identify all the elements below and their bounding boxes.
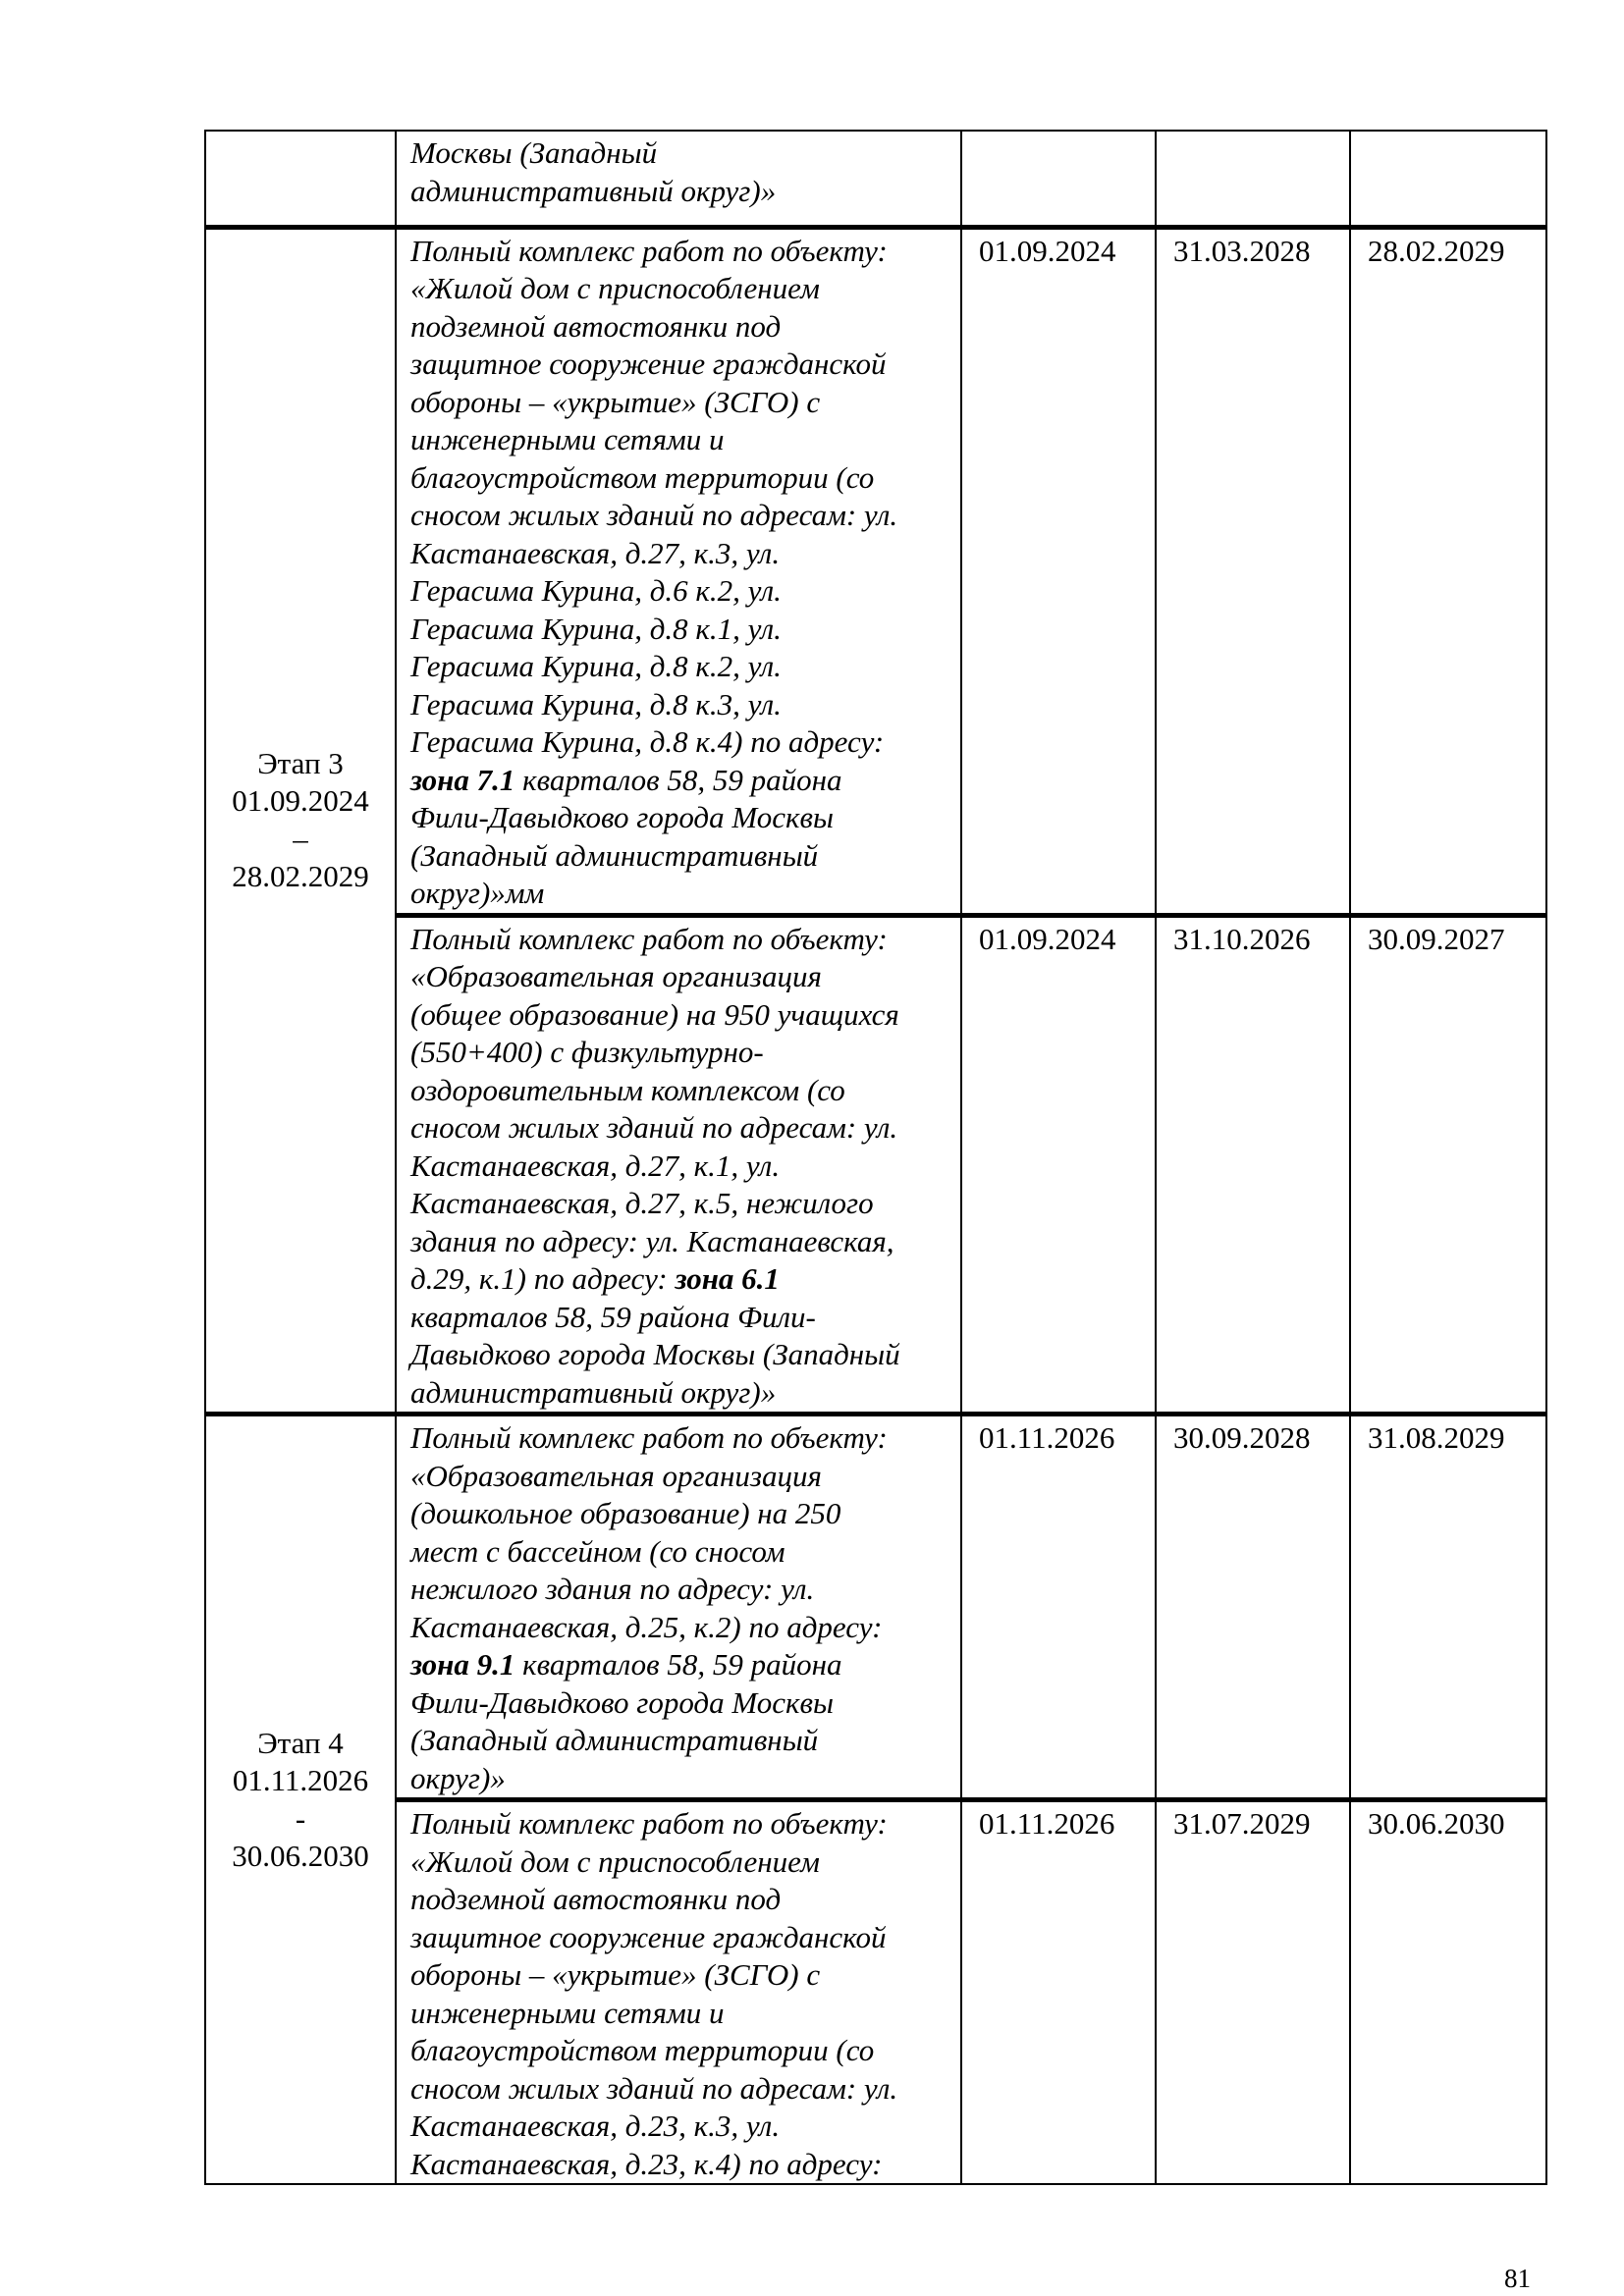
stage-name: Этап 4 [257,1725,344,1760]
table-row [205,227,1546,915]
end-date: 30.09.2028 [1156,1415,1350,1800]
stage-separator: – [293,821,308,856]
end-date [1156,131,1350,227]
stage-cell-empty [205,131,396,227]
start-date: 01.09.2024 [961,227,1156,915]
stage-end: 30.06.2030 [232,1839,369,1873]
table-row [205,1800,1546,2185]
end-date: 31.07.2029 [1156,1800,1350,2185]
finish-date [1350,131,1546,227]
work-description: Полный комплекс работ по объекту: «Жилой дом с приспособлением подземной автостоянки под защитное сооружение гражданской обороны – «укрытие» (ЗСГО) с инженерными сетями и благоустройством территории (со сносом жилых зданий по адресам: ул. Кастанаевская, д.23, к.3, ул. Кастанаевская, д.23, к.4) по адресу: [396,1800,961,2185]
finish-date: 30.09.2027 [1350,915,1546,1415]
stage-end: 28.02.2029 [232,859,369,894]
work-description: Полный комплекс работ по объекту: «Образовательная организация (общее образование) на 950 учащихся (550+400) с физкультурно- оздоровительным комплексом (со сносом жилых зданий по адресам: ул. Кастанаевская, д.27, к.1, ул. Кастанаевская, д.27, к.5, нежилого здания по адресу: ул. Кастанаевская, д.29, к.1) по адресу: зона 6.1 кварталов 58, 59 района Фили- Давыдково города Москвы (Западный административный округ)» [396,915,961,1415]
end-date: 31.03.2028 [1156,227,1350,915]
start-date: 01.09.2024 [961,915,1156,1415]
stage-separator: - [295,1800,306,1836]
zone-label: зона 6.1 [675,1261,780,1296]
finish-date: 31.08.2029 [1350,1415,1546,1800]
schedule-table [204,130,1547,2185]
finish-date: 28.02.2029 [1350,227,1546,915]
stage-start: 01.09.2024 [232,783,369,819]
zone-label: зона 7.1 [410,762,515,797]
stage-cell [205,227,396,1415]
start-date: 01.11.2026 [961,1415,1156,1800]
work-description: Москвы (Западный административный округ)» [396,131,961,227]
table-row [205,915,1546,1415]
start-date: 01.11.2026 [961,1800,1156,2185]
stage-start: 01.11.2026 [232,1763,369,1797]
work-description: Полный комплекс работ по объекту: «Жилой дом с приспособлением подземной автостоянки под защитное сооружение гражданской обороны – «укрытие» (ЗСГО) с инженерными сетями и благоустройством территории (со сносом жилых зданий по адресам: ул. Кастанаевская, д.27, к.3, ул. Герасима Курина, д.6 к.2, ул. Герасима Курина, д.8 к.1, ул. Герасима Курина, д.8 к.2, ул. Герасима Курина, д.8 к.3, ул. Герасима Курина, д.8 к.4) по адресу: зона 7.1 кварталов 58, 59 района Фили-Давыдково города Москвы (Западный административный округ)»мм [396,227,961,915]
zone-label: зона 9.1 [410,1647,515,1682]
start-date [961,131,1156,227]
stage-name: Этап 3 [257,745,344,780]
finish-date: 30.06.2030 [1350,1800,1546,2185]
stage-cell [205,1415,396,2185]
page-number: 81 [1504,2264,1531,2293]
work-description: Полный комплекс работ по объекту: «Образовательная организация (дошкольное образование) на 250 мест с бассейном (со сносом нежилого здания по адресу: ул. Кастанаевская, д.25, к.2) по адресу: зона 9.1 кварталов 58, 59 района Фили-Давыдково города Москвы (Западный административный округ)» [396,1415,961,1800]
table-row [205,131,1546,227]
table-row [205,1415,1546,1800]
end-date: 31.10.2026 [1156,915,1350,1415]
